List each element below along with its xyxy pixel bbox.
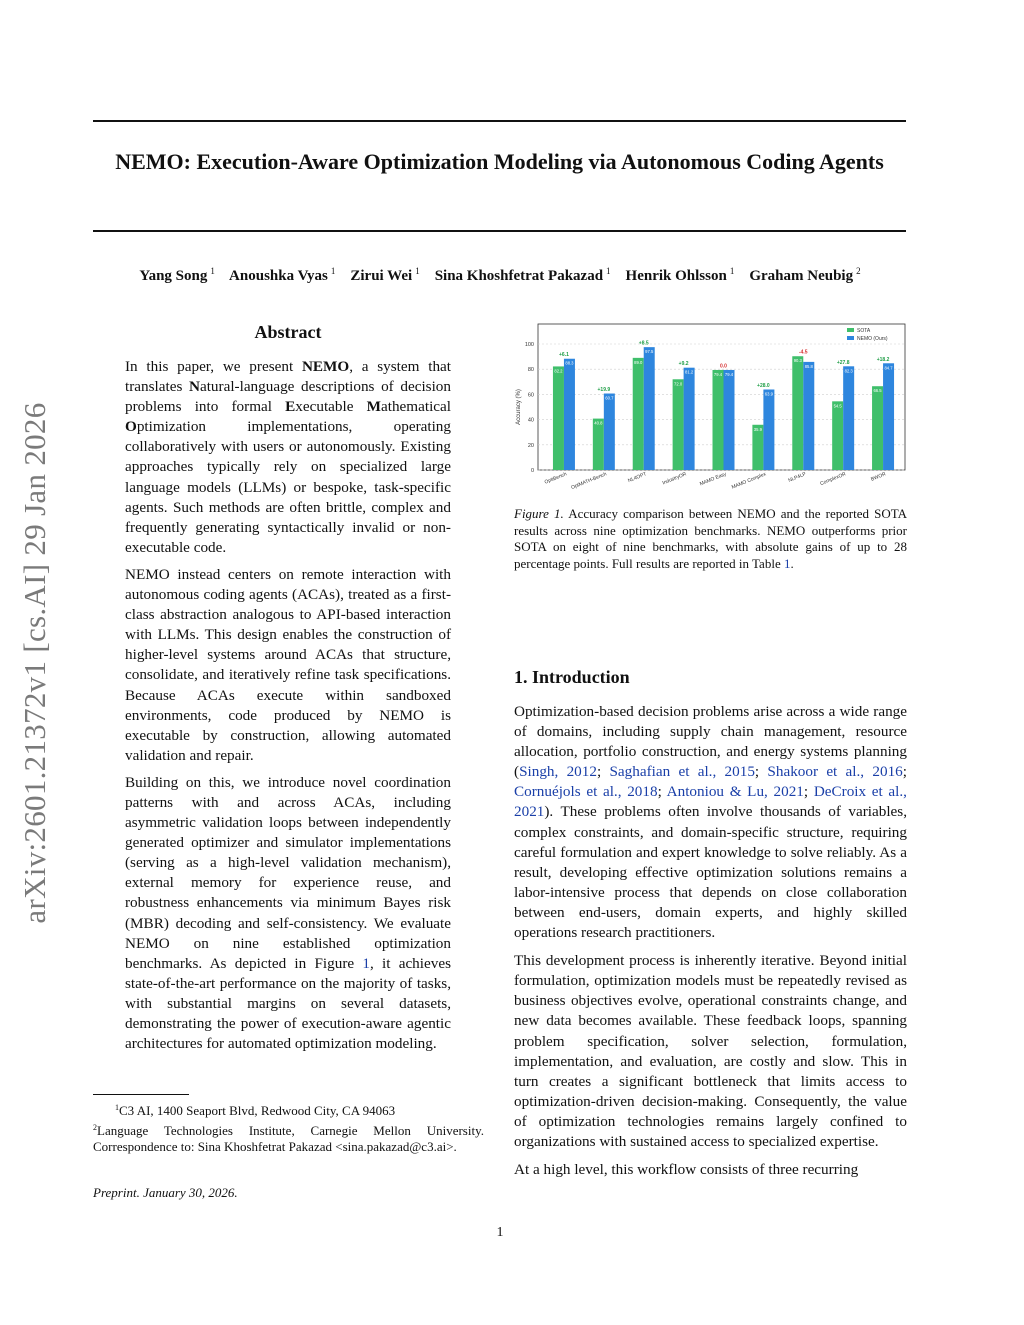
footnote-2: $^2$Language Technologies Institute, Carnegie Mellon University. Correspondence to: Sina Khoshfetrat Pakazad <sina.pakazad@c3.ai>. xyxy=(93,1122,484,1154)
table-link[interactable]: 1 xyxy=(783,555,791,571)
value-label-nemo: 60.7 xyxy=(605,395,614,401)
author-list xyxy=(60,266,940,285)
intro-paragraph-3: At a high level, this workflow consists of three recurring xyxy=(514,1161,859,1179)
y-axis-label: Accuracy (%) xyxy=(516,389,522,425)
legend-swatch-nemo xyxy=(847,336,854,340)
bar-sota xyxy=(872,386,883,470)
citation-link[interactable]: Shakoor et al., 2016 xyxy=(767,763,903,781)
bar-nemo xyxy=(883,363,894,470)
preprint-note: Preprint. January 30, 2026. xyxy=(93,1185,238,1200)
y-tick-label: 60 xyxy=(527,392,534,399)
title-rule-bottom xyxy=(93,230,906,232)
y-tick-label: 40 xyxy=(527,417,534,424)
author: Sina Khoshfetrat Pakazad $^1$ xyxy=(434,266,611,284)
value-label-sota: 54.5 xyxy=(833,403,842,409)
value-label-nemo: 97.5 xyxy=(645,349,654,355)
value-label-nemo: 88.3 xyxy=(565,360,574,366)
value-label-sota: 72.0 xyxy=(674,381,683,387)
bar-nemo xyxy=(644,347,655,470)
value-label-sota: 89.0 xyxy=(634,359,643,365)
bar-nemo xyxy=(604,394,615,470)
x-tick-label: BWOR xyxy=(870,471,887,483)
x-tick-label: NL4OPT xyxy=(627,471,648,485)
page-number: 1 xyxy=(496,1225,504,1240)
x-tick-label: ComplexOR xyxy=(819,471,847,488)
value-label-nemo: 84.7 xyxy=(884,365,893,371)
author: Henrik Ohlsson $^1$ xyxy=(625,266,735,284)
bar-nemo xyxy=(843,366,854,470)
y-tick-label: 100 xyxy=(524,342,534,348)
abstract-paragraph-1: In this paper, we present NEMO, a system that translates Natural-language descriptions of decision problems into formal Executable Mathematical Optimization implementations, operating collaboratively with users or autonomously. Existing approaches typically rely on specialized large language models (LLMs) or bespoke, task-specific agents. Such methods are often brittle, complex and frequently generating syntactically invalid or non-executable code. xyxy=(125,358,452,556)
value-label-sota: 82.2 xyxy=(554,368,563,374)
figure-caption: Figure 1. Accuracy comparison between NEMO and the reported SOTA results across nine optimization benchmarks. NEMO outperforms prior SOTA on eight of nine benchmarks, with absolute gains of up to 28 percentage points. Full results are reported in Table 1. xyxy=(514,506,907,571)
bar-nemo xyxy=(724,370,735,470)
x-tick-label: MAMO Easy xyxy=(698,471,728,488)
value-label-sota: 40.8 xyxy=(594,420,603,426)
legend-swatch-sota xyxy=(847,328,854,332)
delta-label: 0.0 xyxy=(720,363,727,370)
delta-label: +9.2 xyxy=(678,361,689,368)
value-label-nemo: 63.9 xyxy=(764,391,773,397)
author: Yang Song $^1$ xyxy=(139,266,215,284)
title-rule-top xyxy=(93,120,906,122)
bar-sota xyxy=(832,401,843,470)
x-tick-label: OptMATH-Bench xyxy=(570,471,608,491)
legend-label-sota: SOTA xyxy=(857,328,871,334)
value-label-sota: 79.4 xyxy=(713,371,723,377)
accuracy-bar-chart xyxy=(508,318,910,496)
abstract-body xyxy=(125,357,451,1054)
legend-label-nemo: NEMO (Ours) xyxy=(857,336,888,342)
delta-label: +19.9 xyxy=(597,387,611,394)
abstract-paragraph-3: Building on this, we introduce novel coordination patterns with and across ACAs, including asymmetric validation loops between independently generated optimizer and simulator implementations (serving as a high-level validation mechanism), external memory for experience reuse, and robustness enhancements via minimum Bayes risk (MBR) decoding and self-consistency. We evaluate NEMO on nine established optimization benchmarks. As depicted in Figure 1, it achieves state-of-the-art performance on the majority of tasks, with substantial margins on several datasets, demonstrating the power of execution-aware agentic architectures for automated optimization modeling. xyxy=(125,773,451,1053)
x-tick-label: NLP4LP xyxy=(787,471,808,484)
bar-sota xyxy=(673,379,684,470)
citation-link[interactable]: Singh, 2012 xyxy=(519,763,597,781)
x-tick-label: MAMO Complex xyxy=(730,471,768,491)
introduction-body xyxy=(514,702,907,1180)
bar-nemo xyxy=(684,368,695,470)
intro-paragraph-2: This development process is inherently iterative. Beyond initial formulation, optimization models must be repeatedly revised as business objectives evolve, operational constraints change, and new data becomes available. These feedback loops, spanning problem specification, solver selection, formulation, implementation, and evaluation, are costly and slow. This in turn creates a significant bottleneck that limits access to optimization-driven decision-making. Consequently, the value of optimization technologies remains largely confined to organizations with sustained access to specialized expertise. xyxy=(514,952,907,1150)
citation-link[interactable]: DeCroix et al., 2021 xyxy=(514,783,907,821)
bar-nemo xyxy=(763,389,774,470)
value-label-nemo: 82.3 xyxy=(844,368,853,374)
author: Graham Neubig $^2$ xyxy=(749,266,861,284)
footnote-rule xyxy=(93,1094,189,1095)
abstract-heading: Abstract xyxy=(254,322,322,342)
bar-nemo xyxy=(564,359,575,470)
value-label-nemo: 85.8 xyxy=(804,363,813,369)
y-tick-label: 0 xyxy=(530,468,534,474)
section-heading-introduction: 1. Introduction xyxy=(514,667,630,687)
bar-sota xyxy=(593,419,604,470)
value-label-sota: 35.9 xyxy=(753,426,762,432)
value-label-nemo: 79.4 xyxy=(724,371,734,377)
arxiv-stamp: arXiv:2601.21372v1 [cs.AI] 29 Jan 2026 xyxy=(17,402,52,924)
bar-sota xyxy=(633,358,644,470)
delta-label: +18.2 xyxy=(876,356,890,363)
x-tick-label: OptiBench xyxy=(543,471,568,486)
abstract-paragraph-2: NEMO instead centers on remote interaction with autonomous coding agents (ACAs), treated as a first-class abstraction analogous to API-based interaction with LLMs. This design enables the construction of higher-level systems around ACAs that structure, consolidate, and iteratively refine task specifications. Because ACAs execute within sandboxed environments, code produced by NEMO is executable by construction, allowing automated validation and repair. xyxy=(125,565,451,764)
author: Zirui Wei $^1$ xyxy=(350,266,420,284)
footnotes xyxy=(93,1100,484,1156)
citation-link[interactable]: Cornuéjols et al., 2018 xyxy=(514,783,658,801)
delta-label: +6.1 xyxy=(559,352,569,359)
x-tick-label: IndustryOR xyxy=(661,471,688,487)
value-label-sota: 66.5 xyxy=(873,388,882,394)
value-label-nemo: 81.2 xyxy=(685,369,694,375)
bar-sota xyxy=(792,356,803,470)
value-label-sota: 90.3 xyxy=(793,358,802,364)
author: Anoushka Vyas $^1$ xyxy=(229,266,336,284)
footnote-1: $^1$C3 AI, 1400 Seaport Blvd, Redwood City, CA 94063 xyxy=(115,1103,396,1118)
bar-nemo xyxy=(803,362,814,470)
y-tick-label: 80 xyxy=(527,367,534,374)
paper-title: NEMO: Execution-Aware Optimization Modeling via Autonomous Coding Agents xyxy=(115,149,884,174)
intro-paragraph-1: Optimization-based decision problems arise across a wide range of domains, including supply chain management, resource allocation, portfolio construction, and energy systems planning (Singh, 2012; Saghafian et al., 2015; Shakoor et al., 2016; Cornuéjols et al., 2018; Antoniou & Lu, 2021; DeCroix et al., 2021). These problems often involve thousands of variables, complex constraints, and domain-specific structure, requiring careful formulation and expert knowledge to solve reliably. As a result, developing effective optimization solutions remains a labor-intensive process that depends on close collaboration between end-users, domain experts, and highly skilled operations research practitioners. xyxy=(514,703,907,942)
delta-label: -4.5 xyxy=(798,349,808,356)
y-tick-label: 20 xyxy=(527,442,534,449)
figure-link[interactable]: 1 xyxy=(362,954,370,972)
citation-link[interactable]: Antoniou & Lu, 2021 xyxy=(666,783,804,801)
delta-label: +28.0 xyxy=(757,382,770,389)
bar-sota xyxy=(553,366,564,470)
delta-label: +27.8 xyxy=(836,359,850,366)
citation-link[interactable]: Saghafian et al., 2015 xyxy=(609,763,755,781)
bar-sota xyxy=(713,370,724,470)
delta-label: +8.5 xyxy=(638,340,649,347)
